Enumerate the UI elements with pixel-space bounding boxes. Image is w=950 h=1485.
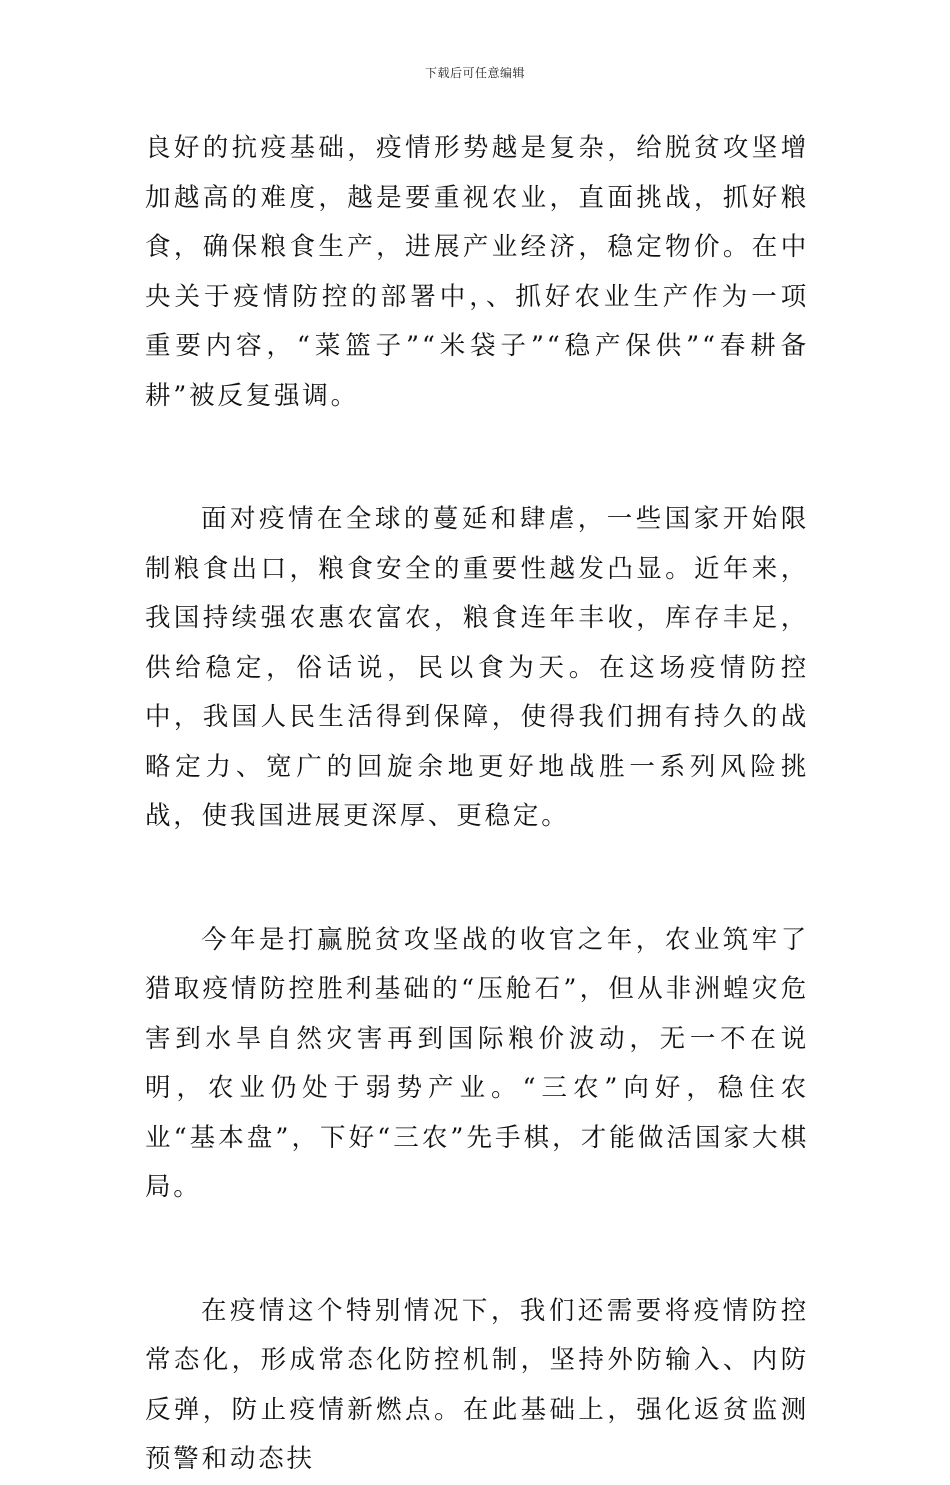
paragraph-epidemic-control: 在疫情这个特别情况下，我们还需要将疫情防控常态化，形成常态化防控机制，坚持外防输入、内防反弹，防止疫情新燃点。在此基础上，强化返贫监测预警和动态扶 bbox=[145, 1295, 809, 1474]
paragraph-continuation: 良好的抗疫基础，疫情形势越是复杂，给脱贫攻坚增加越高的难度，越是要重视农业，直面挑战，抓好粮食，确保粮食生产，进展产业经济，稳定物价。在中央关于疫情防控的部署中，、抓好农业生产作为一项重要内容，“菜篮子”“米袋子”“稳产保供”“春耕备耕”被反复强调。 bbox=[145, 133, 809, 411]
document-body bbox=[145, 124, 809, 1485]
paragraph-gap bbox=[145, 842, 809, 916]
paragraph-gap bbox=[145, 421, 809, 495]
paragraph-poverty-alleviation: 今年是打赢脱贫攻坚战的收官之年，农业筑牢了猎取疫情防控胜利基础的“压舱石”，但从非洲蝗灾危害到水旱自然灾害再到国际粮价波动，无一不在说明，农业仍处于弱势产业。“三农”向好，稳住农业“基本盘”，下好“三农”先手棋，才能做活国家大棋局。 bbox=[145, 924, 809, 1202]
paragraph-food-security: 面对疫情在全球的蔓延和肆虐，一些国家开始限制粮食出口，粮食安全的重要性越发凸显。近年来，我国持续强农惠农富农，粮食连年丰收，库存丰足，供给稳定，俗话说，民以食为天。在这场疫情防控中，我国人民生活得到保障，使得我们拥有持久的战略定力、宽广的回旋余地更好地战胜一系列风险挑战，使我国进展更深厚、更稳定。 bbox=[145, 504, 809, 831]
paragraph-gap bbox=[145, 1213, 809, 1287]
header-note: 下载后可任意编辑 bbox=[424, 66, 525, 80]
